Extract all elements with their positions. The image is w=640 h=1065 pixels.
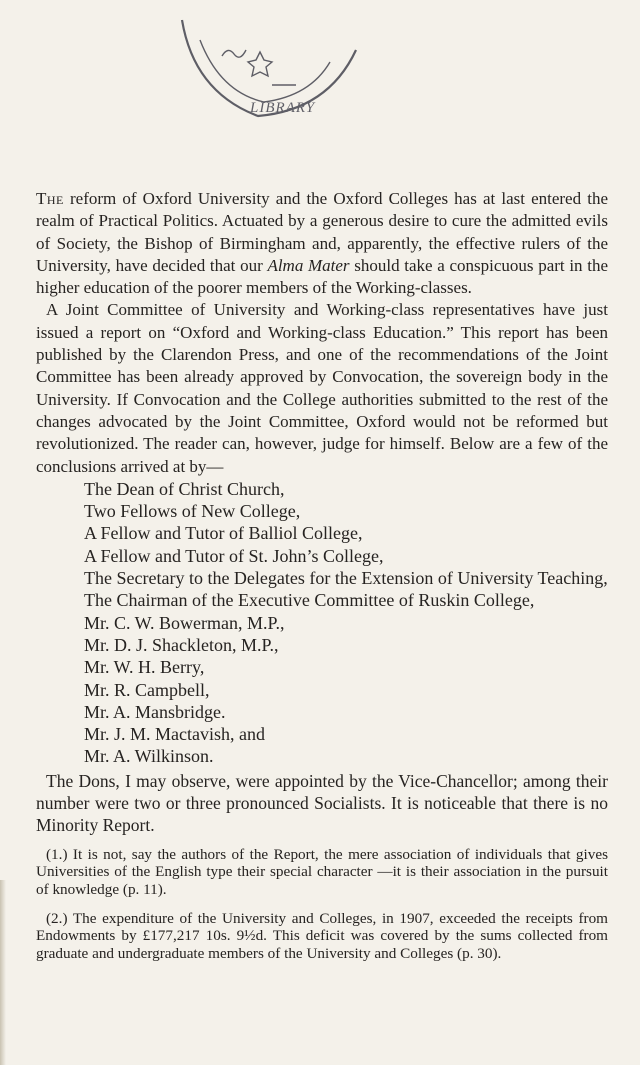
intro-text: reform of Oxford University and the Oxford Colleges has at last entered the realm of Practical Politics. Actuated by a generous desire to cure the admitted evils of Society, the Bishop of Birmingham and, apparently, the effective rulers of the University, have decided that our	[36, 189, 608, 275]
committee-members-list	[84, 478, 608, 768]
list-item: Mr. J. M. Mactavish, and	[84, 724, 265, 745]
list-item: A Fellow and Tutor of Balliol College,	[84, 523, 363, 544]
stamp-text: LIBRARY	[250, 100, 316, 116]
list-item: Mr. D. J. Shackleton, M.P.,	[84, 634, 279, 655]
page-text	[36, 188, 608, 962]
page-edge-shadow	[0, 880, 6, 1065]
paragraph-intro	[36, 188, 608, 299]
list-item: Mr. A. Wilkinson.	[84, 746, 214, 767]
stamp-flourish	[222, 50, 246, 57]
list-item: The Dean of Christ Church,	[84, 478, 285, 499]
crest-icon	[248, 52, 272, 76]
list-item: Two Fellows of New College,	[84, 501, 301, 522]
list-item: The Chairman of the Executive Committee of Ruskin College,	[84, 590, 535, 611]
list-item: Mr. R. Campbell,	[84, 679, 210, 700]
paragraph-dons: The Dons, I may observe, were appointed by the Vice-Chancellor; among their number were two or three pronounced Socialists. It is noticeable that there is no Minority Report.	[36, 770, 608, 835]
list-item: Mr. A. Mansbridge.	[84, 701, 226, 722]
list-item: A Fellow and Tutor of St. John’s College,	[84, 545, 384, 566]
conclusion-2: (2.) The expenditure of the University and Colleges, in 1907, exceeded the receipts from Endowments by £177,217 10s. 9½d. This deficit was covered by the sums collected from graduate and undergraduate members of the University and Colleges (p. 30).	[36, 909, 608, 962]
paragraph-committee: A Joint Committee of University and Working-class representatives have just issued a report on “Oxford and Working-class Education.” This report has been published by the Clarendon Press, and one of the recommendations of the Joint Committee has been already approved by Convocation, the sovereign body in the University. If Convocation and the College authorities submitted to the rest of the changes advocated by the Joint Committee, Oxford would not be reformed but revolutionized. The reader can, however, judge for himself. Below are a few of the conclusions arrived at by—	[36, 300, 608, 476]
library-stamp	[160, 0, 370, 135]
list-item: Mr. W. H. Berry,	[84, 657, 205, 678]
list-item: Mr. C. W. Bowerman, M.P.,	[84, 612, 285, 633]
intro-text-end: should take a conspicuous part in the higher education of the poorer members of the Working-classes.	[36, 255, 608, 298]
list-item: The Secretary to the Delegates for the Extension of University Teaching,	[84, 568, 608, 589]
italic-phrase: Alma Mater	[267, 255, 350, 275]
first-word: The	[36, 189, 64, 208]
conclusion-1: (1.) It is not, say the authors of the Report, the mere association of individuals that gives Universities of the English type their special character —it is their association in the pursuit of knowledge (p. 11).	[36, 845, 608, 898]
